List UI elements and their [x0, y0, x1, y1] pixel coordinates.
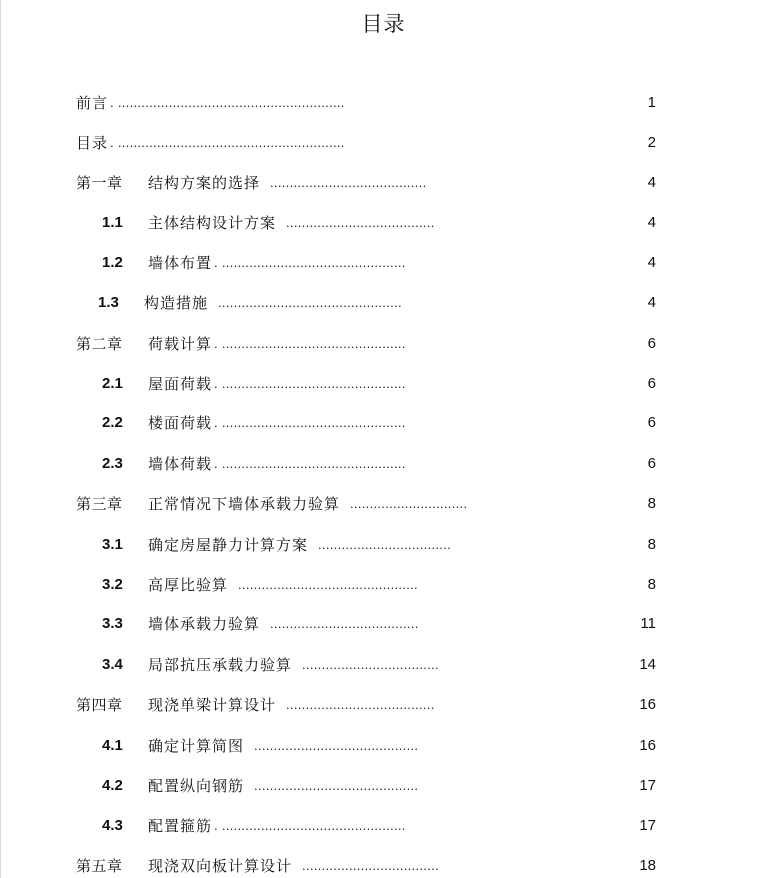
- toc-front-entry: [1, 91, 765, 115]
- page-number: 6: [647, 335, 656, 352]
- page-number: 8: [647, 536, 656, 553]
- section-number: 2.1: [102, 375, 123, 392]
- page-number: 6: [647, 375, 656, 392]
- toc-section-entry: [1, 211, 765, 235]
- dot-leader: ..............................: [350, 496, 468, 511]
- dot-leader: ......................................: [286, 697, 435, 712]
- toc-chapter-entry: [1, 492, 765, 516]
- dot-leader: ......................................: [270, 616, 419, 631]
- page-number: 4: [647, 294, 656, 311]
- section-number: 1.2: [102, 254, 123, 271]
- entry-title: 前言: [76, 94, 109, 112]
- toc-section-entry: [1, 533, 765, 557]
- chapter-number: 第五章: [76, 857, 123, 875]
- section-number: 4.3: [102, 817, 123, 834]
- entry-title: 确定房屋静力计算方案: [148, 536, 309, 554]
- dot-leader: ...................................: [302, 858, 439, 873]
- toc-section-entry: [1, 411, 765, 435]
- section-number: 1.1: [102, 214, 123, 231]
- dot-leader: . ...............................................: [214, 818, 406, 833]
- entry-title: 目录: [76, 134, 109, 152]
- page-number: 17: [639, 777, 656, 794]
- toc-chapter-entry: [1, 171, 765, 195]
- dot-leader: ..........................................: [254, 778, 419, 793]
- entry-title: 荷载计算: [148, 335, 213, 353]
- page-number: 6: [647, 414, 656, 431]
- page-number: 16: [639, 696, 656, 713]
- dot-leader: ..................................: [318, 537, 452, 552]
- page-number: 4: [647, 214, 656, 231]
- page-number: 4: [647, 254, 656, 271]
- toc-section-entry: [1, 612, 765, 636]
- toc-chapter-entry: [1, 332, 765, 356]
- entry-title: 高厚比验算: [148, 576, 229, 594]
- entry-title: 屋面荷载: [148, 375, 213, 393]
- toc-section-entry: [1, 251, 765, 275]
- section-number: 2.2: [102, 414, 123, 431]
- entry-title: 确定计算简图: [148, 737, 245, 755]
- entry-title: 现浇双向板计算设计: [148, 857, 293, 875]
- page-number: 18: [639, 857, 656, 874]
- entry-title: 结构方案的选择: [148, 174, 261, 192]
- toc-chapter-entry: [1, 854, 765, 878]
- chapter-number: 第四章: [76, 696, 123, 714]
- dot-leader: . ...............................................: [214, 376, 406, 391]
- chapter-number: 第二章: [76, 335, 123, 353]
- dot-leader: ..............................................: [238, 577, 418, 592]
- toc-section-entry: [1, 452, 765, 476]
- dot-leader: ........................................: [270, 175, 427, 190]
- dot-leader: ...............................................: [218, 295, 402, 310]
- section-number: 4.2: [102, 777, 123, 794]
- page-number: 11: [640, 615, 656, 632]
- entry-title: 楼面荷载: [148, 414, 213, 432]
- section-number: 3.3: [102, 615, 123, 632]
- section-number: 3.4: [102, 656, 123, 673]
- dot-leader: . ...............................................: [214, 415, 406, 430]
- entry-title: 墙体荷载: [148, 455, 213, 473]
- entry-title: 墙体承载力验算: [148, 615, 261, 633]
- page-number: 8: [647, 576, 656, 593]
- page-number: 16: [639, 737, 656, 754]
- chapter-number: 第一章: [76, 174, 123, 192]
- page-number: 2: [647, 134, 656, 151]
- page-number: 1: [647, 94, 656, 111]
- toc-front-entry: [1, 131, 765, 155]
- entry-title: 墙体布置: [148, 254, 213, 272]
- toc-section-entry: [1, 814, 765, 838]
- entry-title: 配置纵向钢筋: [148, 777, 245, 795]
- section-number: 2.3: [102, 455, 123, 472]
- dot-leader: . ...............................................: [214, 255, 406, 270]
- dot-leader: . ...............................................: [214, 336, 406, 351]
- section-number: 3.2: [102, 576, 123, 593]
- dot-leader: ..........................................: [254, 738, 419, 753]
- page-number: 17: [639, 817, 656, 834]
- toc-section-entry: [1, 653, 765, 677]
- entry-title: 现浇单梁计算设计: [148, 696, 277, 714]
- entry-title: 配置箍筋: [148, 817, 213, 835]
- section-number: 4.1: [102, 737, 123, 754]
- entry-title: 构造措施: [144, 294, 209, 312]
- section-number: 1.3: [98, 294, 119, 311]
- toc-section-entry: [1, 372, 765, 396]
- page-number: 14: [639, 656, 656, 673]
- toc-section-entry: [1, 291, 765, 315]
- toc-section-entry: [1, 734, 765, 758]
- dot-leader: . ..........................................................: [110, 95, 345, 110]
- dot-leader: ...................................: [302, 657, 439, 672]
- page-number: 6: [647, 455, 656, 472]
- dot-leader: . ..........................................................: [110, 135, 345, 150]
- dot-leader: . ...............................................: [214, 456, 406, 471]
- toc-section-entry: [1, 573, 765, 597]
- entry-title: 主体结构设计方案: [148, 214, 277, 232]
- section-number: 3.1: [102, 536, 123, 553]
- toc-section-entry: [1, 774, 765, 798]
- page-number: 8: [647, 495, 656, 512]
- page-number: 4: [647, 174, 656, 191]
- chapter-number: 第三章: [76, 495, 123, 513]
- dot-leader: ......................................: [286, 215, 435, 230]
- page-title: 目录: [361, 12, 406, 36]
- entry-title: 正常情况下墙体承载力验算: [148, 495, 341, 513]
- entry-title: 局部抗压承载力验算: [148, 656, 293, 674]
- toc-chapter-entry: [1, 693, 765, 717]
